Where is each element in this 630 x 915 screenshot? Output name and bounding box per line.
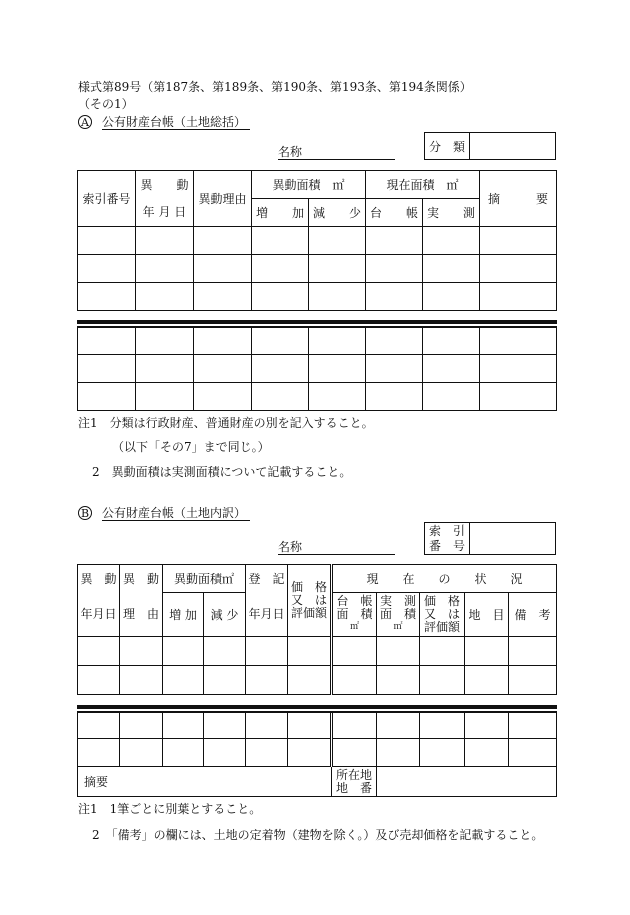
section-b-title: 公有財産台帳（土地内訳） [102,506,250,521]
table-row [78,637,557,666]
section-a-heading [78,115,250,129]
col-current-status: 現 在 の 状 況 [332,565,557,593]
col-summary: 摘 要 [480,171,557,227]
col-measured: 実 測 [423,199,480,227]
land-detail-table [77,564,557,695]
land-detail-table-continued [77,712,557,797]
land-summary-table [77,170,557,311]
section-a-name-label: 名称 [278,145,303,159]
table-row [78,227,557,255]
section-b-heading [78,506,250,520]
col-measured-area: 実 測 面 積 ㎡ [377,593,420,637]
note-a-1: 注1 分類は行政財産、普通財産の別を記入すること。 [78,416,374,430]
col-increase: 増 加 [163,593,204,637]
col-change-date: 年 月 日 [136,199,194,227]
col-index-number: 索引番号 [78,171,136,227]
location-value-cell[interactable] [377,767,557,797]
col-decrease: 減 少 [204,593,246,637]
col-current-area: 現在面積 ㎡ [366,171,480,199]
table-row [78,713,557,739]
col-registration: 登 記 [246,565,288,593]
col-registration-date: 年月日 [246,593,288,637]
section-a-name-field[interactable] [278,145,395,160]
col-ledger: 台 帳 [366,199,423,227]
summary-value-cell[interactable] [120,767,332,797]
col-increase: 増 加 [252,199,309,227]
form-number: 様式第89号（第187条、第189条、第190条、第193条、第194条関係） [78,80,472,94]
col-change-date-top: 異 動 [78,565,120,593]
col-change-area: 異動面積 ㎡ [252,171,366,199]
table-row [78,666,557,695]
table-row [78,328,557,355]
index-number-label: 索 引 番 号 [425,523,470,554]
col-price: 価 格 又 は 評価額 [288,565,332,637]
index-number-box [424,522,556,555]
index-number-value-cell[interactable] [470,523,555,554]
col-change-area: 異動面積㎡ [163,565,246,593]
col-decrease: 減 少 [309,199,366,227]
col-change: 異 動 [136,171,194,199]
col-change-reason-top: 異 動 [120,565,163,593]
col-land-category: 地 目 [465,593,509,637]
page-break-line [77,320,557,324]
classification-box [424,132,556,160]
section-a-title: 公有財産台帳（土地総括） [102,115,250,130]
classification-label: 分 類 [425,133,470,159]
section-b-marker: B [78,506,92,520]
note-a-1b: （以下「その7」まで同じ。） [112,440,270,454]
col-change-reason: 理 由 [120,593,163,637]
summary-row [78,767,557,797]
col-current-price: 価 格 又 は 評価額 [420,593,465,637]
summary-label: 摘要 [78,767,120,797]
page-break-line [77,705,557,709]
table-row [78,739,557,767]
location-label: 所在地 地 番 [332,767,377,797]
note-b-2: 2 「備考」の欄には、土地の定着物（建物を除く。）及び売却価格を記載すること。 [92,828,544,842]
table-row [78,255,557,283]
col-change-date: 年月日 [78,593,120,637]
table-row [78,283,557,311]
col-ledger-area: 台 帳 面 積 ㎡ [332,593,377,637]
part-number: （その1） [78,97,134,111]
col-remarks: 備 考 [509,593,557,637]
land-summary-table-continued [77,327,557,411]
section-a-marker: A [78,115,92,129]
note-b-1: 注1 1筆ごとに別葉とすること。 [78,802,262,816]
note-a-2: 2 異動面積は実測面積について記載すること。 [92,465,352,479]
table-row [78,355,557,383]
table-row [78,383,557,411]
classification-value-cell[interactable] [470,133,555,159]
section-b-name-field[interactable] [278,540,395,555]
col-change-reason: 異動理由 [194,171,252,227]
section-b-name-label: 名称 [278,540,303,554]
